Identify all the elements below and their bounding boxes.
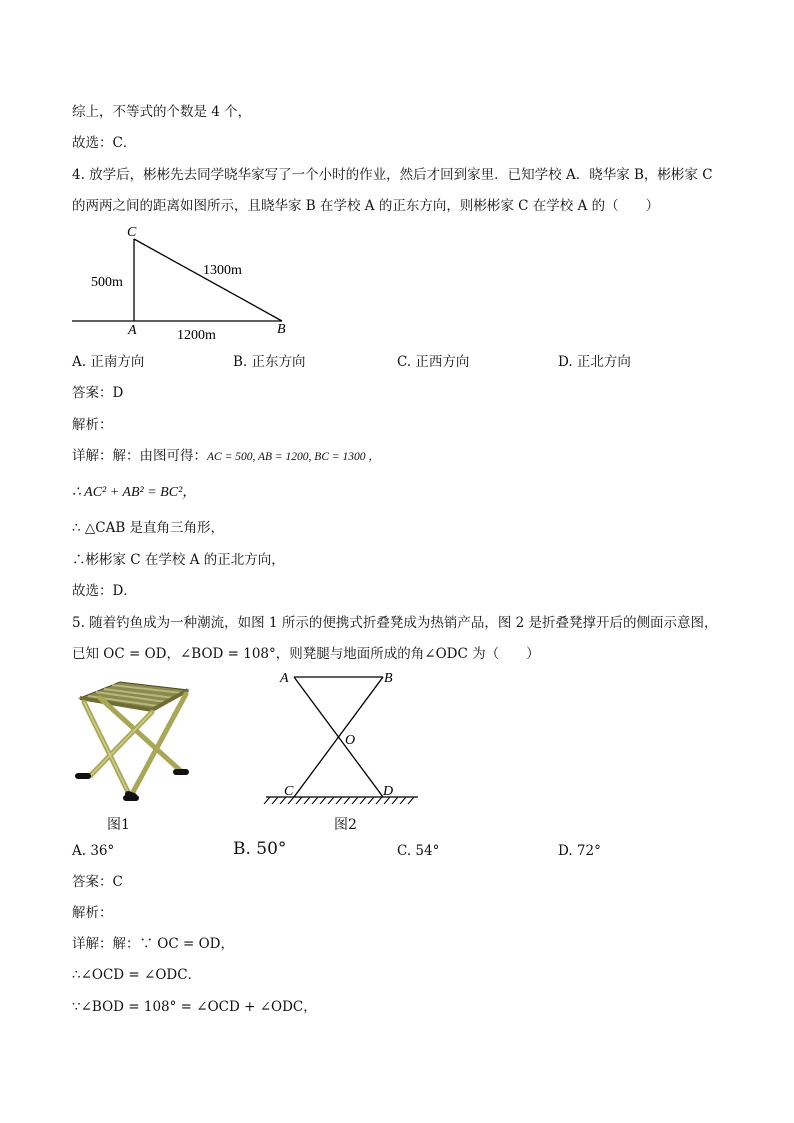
point-b-label: B [384,671,393,686]
q4-label-a: A [128,323,137,338]
q4-label-ac: 500m [91,275,123,290]
q4-label-ab: 1200m [177,328,216,343]
q5-option-d: D. 72° [558,843,601,859]
fig1-caption: 图1 [107,817,130,833]
q4-analysis-label: 解析： [72,417,113,433]
q5-detail-3: ∵∠BOD = 108° = ∠OCD + ∠ODC， [72,999,317,1015]
q4-option-a: A. 正南方向 [72,354,145,370]
q5-stem-line2: 已知 OC = OD，∠BOD = 108°，则凳腿与地面所成的角∠ODC 为（ ） [72,646,540,662]
q5-answer: 答案：C [72,874,123,890]
q4-stem-line1: 4. 放学后，彬彬先去同学晓华家写了一个小时的作业，然后才回到家里．已知学校 A．晓华家 B，彬彬家 C [72,167,713,183]
point-o-label: O [345,733,356,748]
fig2-caption: 图2 [334,817,357,833]
q5-analysis-label: 解析： [72,905,113,921]
q4-answer: 答案：D [72,385,124,401]
q4-step-pythagoras: ∴ AC² + AB² = BC²， [72,485,197,500]
stool-schematic-figure [258,667,424,807]
q4-detail [72,447,380,466]
q4-detail-prefix: 详解：解：由图可得： [72,448,207,464]
q4-option-d: D. 正北方向 [558,354,631,370]
q4-option-c: C. 正西方向 [397,354,470,370]
point-a-label: A [280,671,289,686]
q4-step-choice: 故选：D． [72,583,137,599]
q4-step-conclusion: ∴彬彬家 C 在学校 A 的正北方向， [72,552,285,568]
q5-option-a: A. 36° [72,843,115,859]
point-d-label: D [383,784,394,799]
point-c-label: C [284,784,294,799]
q5-option-c: C. 54° [397,843,440,859]
q5-detail-1: 详解：解：∵ OC = OD， [72,936,234,952]
folding-stool-image [70,676,196,806]
choice-line: 故选：C． [72,135,137,151]
q4-label-b: B [277,322,286,337]
q4-stem-line2: 的两两之间的距离如图所示，且晓华家 B 在学校 A 的正东方向，则彬彬家 C 在学校 A 的（ ） [72,198,660,214]
q4-triangle-figure [60,222,300,344]
q5-option-b: B. 50° [233,839,287,859]
q5-stem-line1: 5. 随着钓鱼成为一种潮流，如图 1 所示的便携式折叠凳成为热销产品，图 2 是折叠凳撑开后的侧面示意图， [72,615,718,631]
q4-label-bc: 1300m [203,263,242,278]
q4-step-right-triangle: ∴ △CAB 是直角三角形， [72,520,225,536]
q4-option-b: B. 正东方向 [233,354,306,370]
q4-detail-math: AC = 500, AB = 1200, BC = 1300 ， [207,451,380,463]
q5-detail-2: ∴∠OCD = ∠ODC． [72,967,202,983]
summary-line: 综上，不等式的个数是 4 个， [72,104,252,120]
q4-label-c: C [127,225,137,240]
